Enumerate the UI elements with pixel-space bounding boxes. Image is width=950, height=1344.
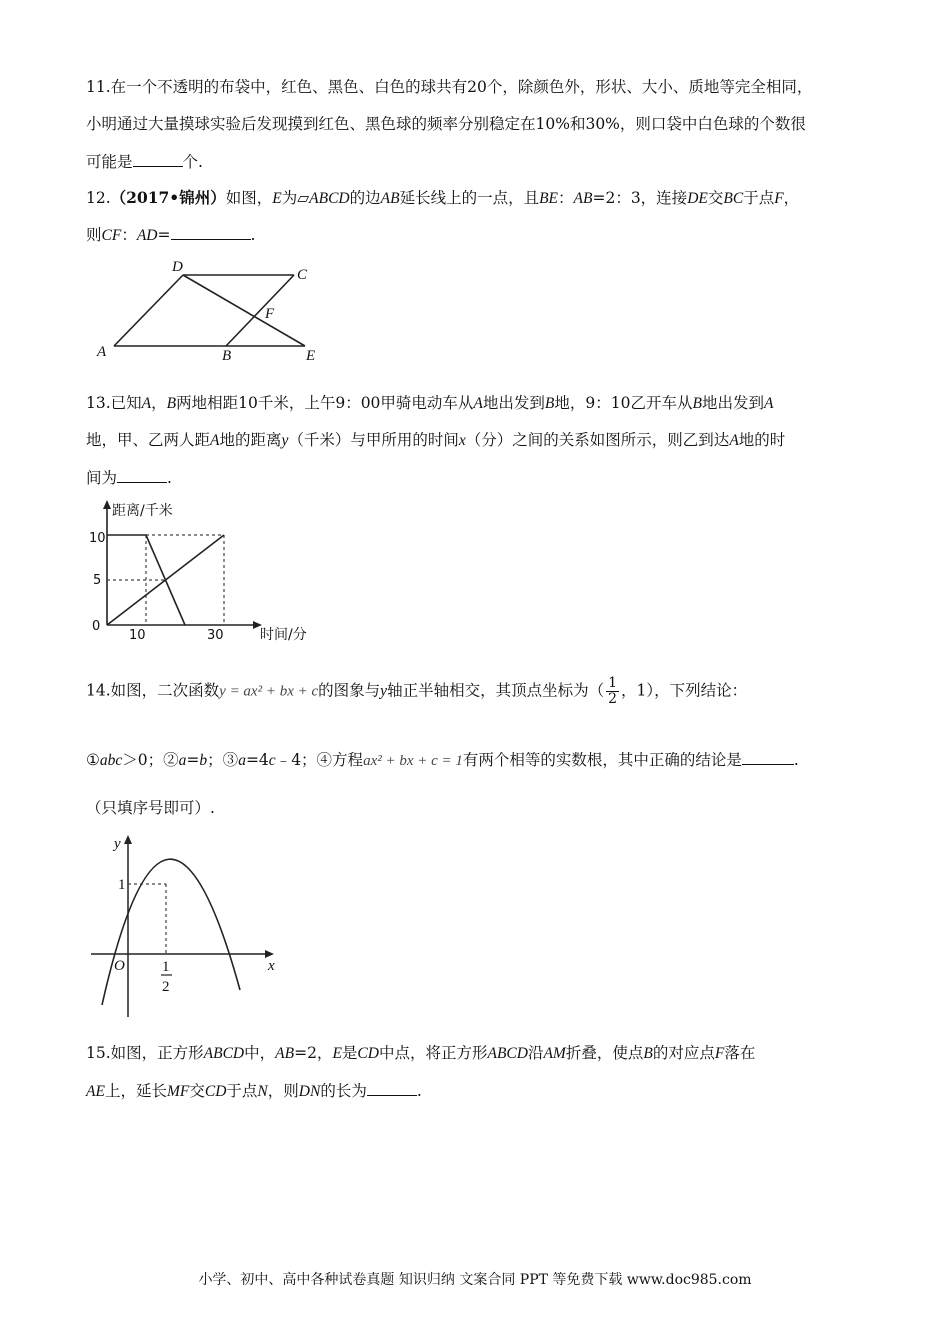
label-1: 1	[118, 877, 126, 893]
q12-line-1	[86, 188, 799, 209]
q15-text: 是	[341, 1044, 358, 1062]
label-E: E	[306, 348, 316, 364]
q14-text: ①	[86, 751, 100, 769]
q14-var: abc	[99, 752, 123, 769]
q13-var: B	[166, 395, 177, 412]
q15-text: 上，延长	[104, 1082, 167, 1100]
label-A: A	[97, 344, 107, 360]
q12-var: AB	[380, 190, 400, 207]
label-D: D	[172, 259, 183, 275]
q15-text: 15.如图，正方形	[86, 1044, 204, 1062]
q12-var: AD	[136, 227, 158, 244]
q15-var: CD	[357, 1045, 379, 1062]
q14-text: =4	[245, 751, 269, 769]
q12-text: =2：3，连接	[592, 189, 688, 207]
x-axis-arrow	[265, 950, 274, 958]
segment-AD	[114, 275, 183, 346]
q15-text: 的长为	[320, 1082, 367, 1100]
q13-line-1	[86, 393, 773, 414]
q12-text: 交	[707, 189, 724, 207]
label-B: B	[222, 348, 232, 364]
distance-time-chart	[80, 498, 340, 646]
q15-var: MF	[166, 1083, 190, 1100]
q12-var: E	[272, 190, 282, 207]
label-C: C	[297, 267, 308, 283]
q13-text: 13.已知	[86, 394, 142, 412]
q13-var: A	[210, 432, 220, 449]
q13-var: A	[473, 395, 483, 412]
fraction-denominator: 2	[608, 691, 617, 707]
y-axis-arrow	[124, 835, 132, 844]
q15-var: AM	[543, 1045, 566, 1062]
q12-var: F	[774, 190, 784, 207]
q15-text: 中点，将正方形	[378, 1044, 488, 1062]
q14-line-3: （只填序号即可）.	[86, 799, 215, 817]
q15-var: N	[257, 1083, 268, 1100]
q14-text: .	[793, 751, 799, 769]
q15-text: .	[416, 1082, 422, 1100]
q15-text: 交	[189, 1082, 205, 1100]
q12-var: CF	[101, 227, 122, 244]
q14-equation-formula: ax² + bx + c = 1	[363, 753, 463, 769]
q15-answer-blank	[367, 1080, 417, 1096]
q11-line-3	[86, 151, 203, 172]
q13-var: y	[281, 432, 289, 449]
q13-var: A	[763, 395, 774, 412]
segment-CB	[226, 275, 294, 346]
q14-line-2	[86, 749, 799, 771]
q11-text: 可能是	[86, 153, 133, 171]
x-tick-10: 10	[129, 628, 146, 643]
q14-text: =	[186, 751, 200, 769]
q15-line-1	[86, 1043, 755, 1064]
label-half-numerator: 1	[162, 959, 170, 975]
q15-line-2	[86, 1080, 422, 1102]
q12-text: 的边	[349, 189, 381, 207]
q13-text: 地的距离	[219, 431, 282, 449]
q12-source: （2017•锦州）	[110, 188, 226, 207]
q11-text-end: 个.	[182, 153, 203, 171]
q11-line-1: 11.在一个不透明的布袋中，红色、黑色、白色的球共有20个，除颜色外，形状、大小、质地等完全相同，	[86, 78, 813, 96]
q13-var: A	[729, 432, 739, 449]
q14-text: 轴正半轴相交，其顶点坐标为（	[387, 681, 605, 700]
q14-text: ＞0；②	[122, 751, 179, 769]
q15-var: ABCD	[203, 1045, 245, 1062]
q14-var: a	[178, 752, 187, 769]
q15-text: 于点	[226, 1082, 258, 1100]
q13-text: 地，甲、乙两人距	[86, 431, 211, 449]
q12-line-2	[86, 224, 255, 246]
q15-text: 落在	[724, 1044, 756, 1062]
q14-text: ﹣4；④方程	[275, 751, 364, 769]
q13-text: 地出发到	[482, 394, 545, 412]
q12-var: ABCD	[309, 190, 350, 207]
label-F: F	[265, 306, 275, 322]
q13-text: （分）之间的关系如图所示，则乙到达	[465, 431, 730, 449]
q15-var: B	[643, 1045, 653, 1062]
q12-answer-blank	[171, 224, 251, 240]
q13-var: B	[544, 395, 555, 412]
q14-text: ，1），下列结论：	[621, 681, 748, 700]
q14-var: y	[380, 682, 388, 700]
q14-vertex-fraction	[606, 676, 619, 707]
parallelogram-figure	[90, 256, 330, 368]
q13-answer-blank	[117, 467, 167, 483]
origin-label: 0	[92, 619, 101, 634]
q12-number: 12.	[86, 189, 111, 207]
parabola-figure	[88, 830, 288, 1020]
q15-var: DN	[298, 1083, 321, 1100]
fraction-numerator: 1	[608, 675, 617, 691]
q13-text: ，	[151, 394, 167, 412]
q12-var: BE	[539, 190, 559, 207]
q12-text: .	[250, 226, 256, 244]
q13-line-3	[86, 467, 172, 488]
x-tick-30: 30	[207, 628, 224, 643]
q15-text: =2，	[294, 1044, 333, 1062]
q13-text: 地的时	[738, 431, 786, 449]
q13-text: 两地相距10千米，上午9：00甲骑电动车从	[176, 394, 474, 412]
q13-var: x	[458, 432, 466, 449]
label-x: x	[268, 958, 275, 974]
q12-text: 延长线上的一点，且	[399, 189, 540, 207]
q12-var: DE	[687, 190, 708, 207]
segment-DE	[183, 275, 305, 346]
q14-var: a	[238, 752, 246, 769]
label-y: y	[114, 836, 121, 852]
q15-text: 中，	[244, 1044, 276, 1062]
q13-var: B	[692, 395, 702, 412]
q15-var: AE	[86, 1083, 105, 1100]
q12-text: ：	[558, 189, 574, 207]
q13-text: 间为	[86, 469, 118, 487]
label-half-denominator: 2	[162, 979, 170, 995]
y-axis-label: 距离/千米	[112, 503, 173, 519]
q12-text: 于点	[743, 189, 775, 207]
page-footer: 小学、初中、高中各种试卷真题 知识归纳 文案合同 PPT 等免费下载 www.doc985.com	[198, 1272, 752, 1288]
q15-text: 沿	[527, 1044, 544, 1062]
q14-answer-blank	[742, 749, 794, 765]
q15-text: 折叠，使点	[565, 1044, 644, 1062]
y-tick-10: 10	[89, 531, 106, 546]
q12-var: AB	[573, 190, 593, 207]
q14-line-1	[86, 676, 747, 707]
q12-text: ，	[783, 189, 800, 207]
q13-text: 地，9：10乙开车从	[554, 394, 693, 412]
q13-text: 地出发到	[701, 394, 764, 412]
q14-text: 的图象与	[318, 681, 381, 700]
q11-line-2: 小明通过大量摸球实验后发现摸到红色、黑色球的频率分别稳定在10%和30%，则口袋中白色球的个数很	[86, 115, 806, 133]
q12-text: 则	[86, 226, 102, 244]
q12-text: 为	[281, 189, 298, 207]
q13-var: A	[141, 395, 152, 412]
q12-var: BC	[723, 190, 744, 207]
q15-var: ABCD	[487, 1045, 528, 1062]
q14-text: 14.如图，二次函数	[86, 681, 220, 700]
q12-text: ：	[121, 226, 137, 244]
label-origin: O	[114, 958, 125, 974]
x-axis-label: 时间/分	[260, 627, 307, 643]
q13-text: .	[167, 469, 172, 487]
y-tick-5: 5	[93, 573, 102, 588]
q14-function-formula: y = ax² + bx + c	[219, 683, 319, 700]
q14-var: c	[268, 752, 276, 769]
q13-text: （千米）与甲所用的时间	[288, 431, 459, 449]
q14-text: ；③	[207, 751, 239, 769]
q15-var: E	[332, 1045, 342, 1062]
parallelogram-symbol: ▱	[297, 189, 310, 207]
q11-answer-blank	[133, 151, 183, 167]
q15-var: F	[714, 1045, 725, 1062]
q15-text: 的对应点	[652, 1044, 715, 1062]
q14-var: b	[199, 752, 208, 769]
q14-text: 有两个相等的实数根，其中正确的结论是	[462, 751, 742, 769]
q15-var: CD	[204, 1083, 227, 1100]
q15-text: ，则	[267, 1082, 299, 1100]
q12-text: 如图，	[225, 189, 273, 207]
q12-text: =	[157, 226, 171, 244]
q13-line-2	[86, 430, 785, 451]
q15-var: AB	[275, 1045, 295, 1062]
y-axis-arrow	[103, 500, 111, 509]
